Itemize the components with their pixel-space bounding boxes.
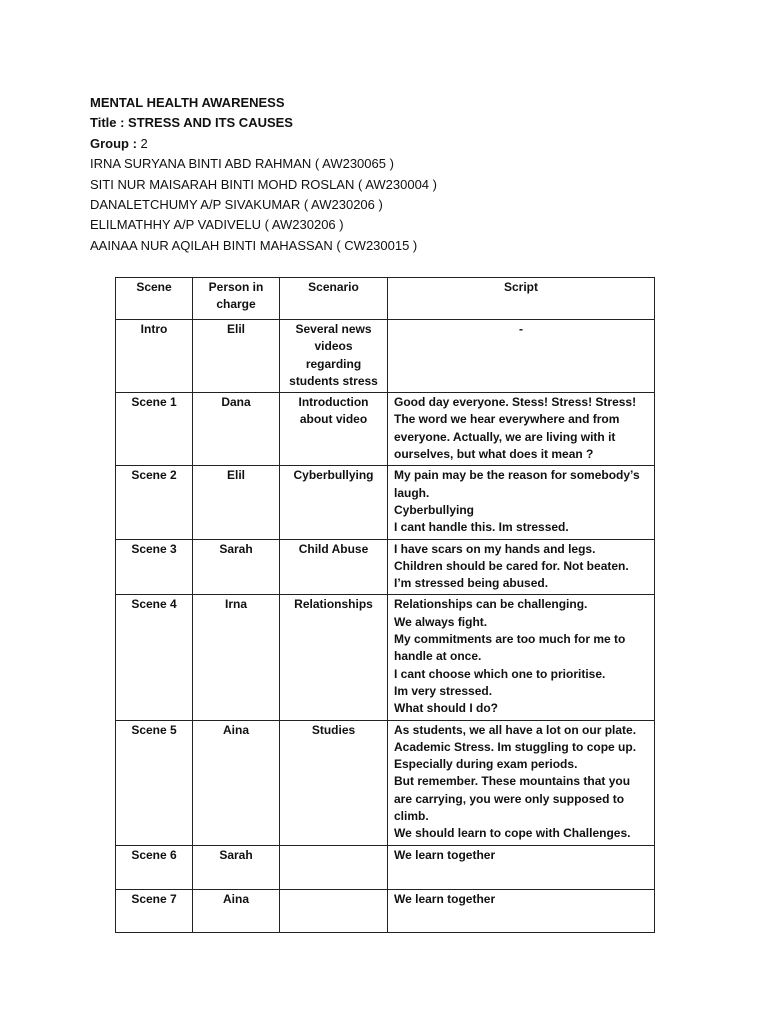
script-line: We should learn to cope with Challenges. — [394, 826, 631, 841]
document-header — [90, 93, 690, 256]
script-line: Academic Stress. Im stuggling to cope up. — [394, 739, 637, 754]
title-line: Title : STRESS AND ITS CAUSES — [90, 115, 293, 131]
script-line: Relationships can be challenging. — [394, 597, 588, 612]
column-header-scenario: Scenario — [280, 278, 388, 320]
script-cell — [388, 393, 655, 466]
scenario-cell: Child Abuse — [280, 539, 388, 595]
table-row — [116, 393, 655, 466]
script-cell — [388, 845, 655, 889]
scenario-cell: Cyberbullying — [280, 466, 388, 539]
script-line: Im very stressed. — [394, 683, 493, 698]
person-cell: Sarah — [193, 539, 280, 595]
scenario-cell: Introduction about video — [280, 393, 388, 466]
script-line: What should I do? — [394, 701, 498, 716]
scenario-cell: Studies — [280, 720, 388, 845]
script-line: As students, we all have a lot on our plate. — [394, 722, 637, 737]
member-5: AAINAA NUR AQILAH BINTI MAHASSAN ( CW230015 ) — [90, 237, 418, 253]
table-header-row — [116, 278, 655, 320]
scenario-cell: Several news videos regarding students stress — [280, 320, 388, 393]
person-cell: Elil — [193, 320, 280, 393]
scene-cell: Scene 4 — [116, 595, 193, 720]
person-cell: Dana — [193, 393, 280, 466]
script-line: We always fight. — [394, 614, 488, 629]
scenario-cell: Relationships — [280, 595, 388, 720]
table-row — [116, 595, 655, 720]
group-line: Group : 2 — [90, 135, 148, 151]
column-header-script: Script — [388, 278, 655, 320]
scene-cell: Intro — [116, 320, 193, 393]
script-cell — [388, 595, 655, 720]
script-line: - — [519, 322, 523, 336]
script-line: My commitments are too much for me to handle at once. — [394, 632, 626, 664]
table-row — [116, 720, 655, 845]
person-cell: Aina — [193, 889, 280, 932]
table-row — [116, 539, 655, 595]
column-header-scene: Scene — [116, 278, 193, 320]
script-cell — [388, 889, 655, 932]
table-row — [116, 466, 655, 539]
heading: MENTAL HEALTH AWARENESS — [90, 95, 285, 110]
member-3: DANALETCHUMY A/P SIVAKUMAR ( AW230206 ) — [90, 197, 383, 213]
script-line: I have scars on my hands and legs. — [394, 541, 596, 556]
script-line: We learn together — [394, 847, 496, 862]
scene-cell: Scene 7 — [116, 889, 193, 932]
script-cell — [388, 539, 655, 595]
table-row — [116, 845, 655, 889]
script-line: Cyberbullying — [394, 502, 475, 517]
script-line: Good day everyone. Stess! Stress! Stress! The word we hear everywhere and from everyone. Actually, we are living with it ourselves, but what does it mean ? — [394, 395, 637, 462]
table-body — [116, 320, 655, 933]
person-cell: Aina — [193, 720, 280, 845]
table-row — [116, 320, 655, 393]
scene-cell: Scene 1 — [116, 393, 193, 466]
scene-cell: Scene 5 — [116, 720, 193, 845]
table-row — [116, 889, 655, 932]
scene-cell: Scene 2 — [116, 466, 193, 539]
member-1: IRNA SURYANA BINTI ABD RAHMAN ( AW230065 ) — [90, 156, 394, 172]
script-line: I cant choose which one to prioritise. — [394, 666, 606, 681]
script-line: But remember. These mountains that you are carrying, you were only supposed to climb. — [394, 774, 631, 824]
script-cell — [388, 320, 655, 393]
scene-cell: Scene 6 — [116, 845, 193, 889]
script-line: We learn together — [394, 891, 496, 906]
person-cell: Irna — [193, 595, 280, 720]
member-2: SITI NUR MAISARAH BINTI MOHD ROSLAN ( AW230004 ) — [90, 176, 437, 192]
scenario-cell — [280, 889, 388, 932]
script-cell — [388, 720, 655, 845]
person-cell: Sarah — [193, 845, 280, 889]
script-line: I’m stressed being abused. — [394, 576, 549, 591]
script-line: I cant handle this. Im stressed. — [394, 520, 569, 535]
script-line: My pain may be the reason for somebody’s laugh. — [394, 468, 640, 500]
script-line: Children should be cared for. Not beaten. — [394, 558, 629, 573]
scene-cell: Scene 3 — [116, 539, 193, 595]
member-4: ELILMATHHY A/P VADIVELU ( AW230206 ) — [90, 217, 344, 233]
person-cell: Elil — [193, 466, 280, 539]
column-header-person: Person in charge — [193, 278, 280, 320]
script-line: Especially during exam periods. — [394, 757, 578, 772]
script-cell — [388, 466, 655, 539]
scenario-cell — [280, 845, 388, 889]
scene-table — [115, 277, 655, 933]
